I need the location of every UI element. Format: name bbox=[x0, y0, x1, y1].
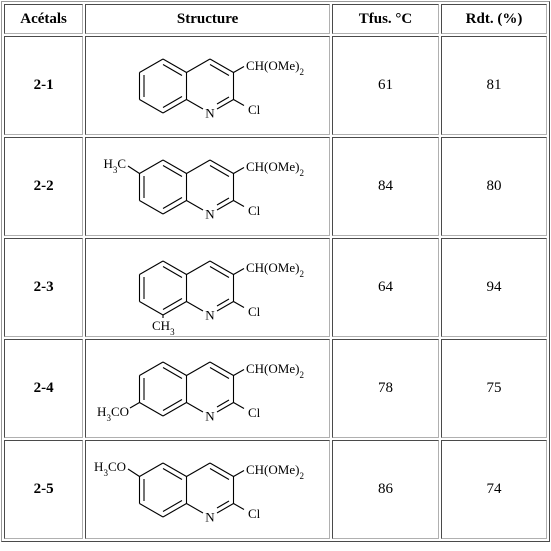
table-row bbox=[4, 137, 547, 236]
quinoline-structure bbox=[108, 248, 308, 337]
compound-code: 2-4 bbox=[4, 339, 83, 438]
acetals-table bbox=[1, 1, 550, 542]
melting-point-value: 86 bbox=[332, 440, 439, 539]
structure-cell bbox=[85, 36, 330, 135]
chloro-label: Cl bbox=[247, 505, 260, 521]
quinoline-structure bbox=[93, 450, 308, 530]
header-melting-point: Tfus. °C bbox=[332, 4, 439, 34]
table-row bbox=[4, 238, 547, 337]
melting-point-value: 64 bbox=[332, 238, 439, 337]
yield-value: 94 bbox=[441, 238, 547, 337]
nitrogen-label: N bbox=[204, 307, 215, 322]
nitrogen-label: N bbox=[204, 206, 215, 221]
methoxy-substituent: $H_3CO$ bbox=[96, 403, 129, 423]
acetal-side-chain: $CH(OMe)_2$ bbox=[245, 360, 304, 380]
structure-cell bbox=[85, 440, 330, 539]
yield-value: 81 bbox=[441, 36, 547, 135]
melting-point-value: 84 bbox=[332, 137, 439, 236]
table-row bbox=[4, 440, 547, 539]
compound-code: 2-5 bbox=[4, 440, 83, 539]
compound-code: 2-2 bbox=[4, 137, 83, 236]
quinoline-structure bbox=[103, 147, 308, 227]
quinoline-structure bbox=[96, 349, 308, 429]
header-structure: Structure bbox=[85, 4, 330, 34]
structure-cell bbox=[85, 339, 330, 438]
acetal-side-chain: $CH(OMe)_2$ bbox=[245, 259, 304, 279]
header-yield: Rdt. (%) bbox=[441, 4, 547, 34]
table-row bbox=[4, 339, 547, 438]
methyl-substituent: $CH_3$ bbox=[151, 317, 175, 337]
yield-value: 75 bbox=[441, 339, 547, 438]
nitrogen-label: N bbox=[204, 408, 215, 423]
chloro-label: Cl bbox=[247, 101, 260, 117]
chloro-label: Cl bbox=[247, 303, 260, 319]
yield-value: 74 bbox=[441, 440, 547, 539]
chloro-label: Cl bbox=[247, 404, 260, 420]
quinoline-structure bbox=[108, 46, 308, 126]
structure-cell bbox=[85, 137, 330, 236]
acetal-side-chain: $CH(OMe)_2$ bbox=[245, 461, 304, 481]
acetal-side-chain: $CH(OMe)_2$ bbox=[245, 158, 304, 178]
header-acetals: Acétals bbox=[4, 4, 83, 34]
nitrogen-label: N bbox=[204, 105, 215, 120]
melting-point-value: 61 bbox=[332, 36, 439, 135]
acetal-side-chain: $CH(OMe)_2$ bbox=[245, 57, 304, 77]
methyl-substituent: $H_3C$ bbox=[103, 155, 126, 175]
table-row bbox=[4, 36, 547, 135]
yield-value: 80 bbox=[441, 137, 547, 236]
nitrogen-label: N bbox=[204, 509, 215, 524]
melting-point-value: 78 bbox=[332, 339, 439, 438]
compound-code: 2-1 bbox=[4, 36, 83, 135]
compound-code: 2-3 bbox=[4, 238, 83, 337]
chloro-label: Cl bbox=[247, 202, 260, 218]
structure-cell bbox=[85, 238, 330, 337]
methoxy-substituent: $H_3CO$ bbox=[93, 458, 126, 478]
header-row bbox=[4, 4, 547, 34]
